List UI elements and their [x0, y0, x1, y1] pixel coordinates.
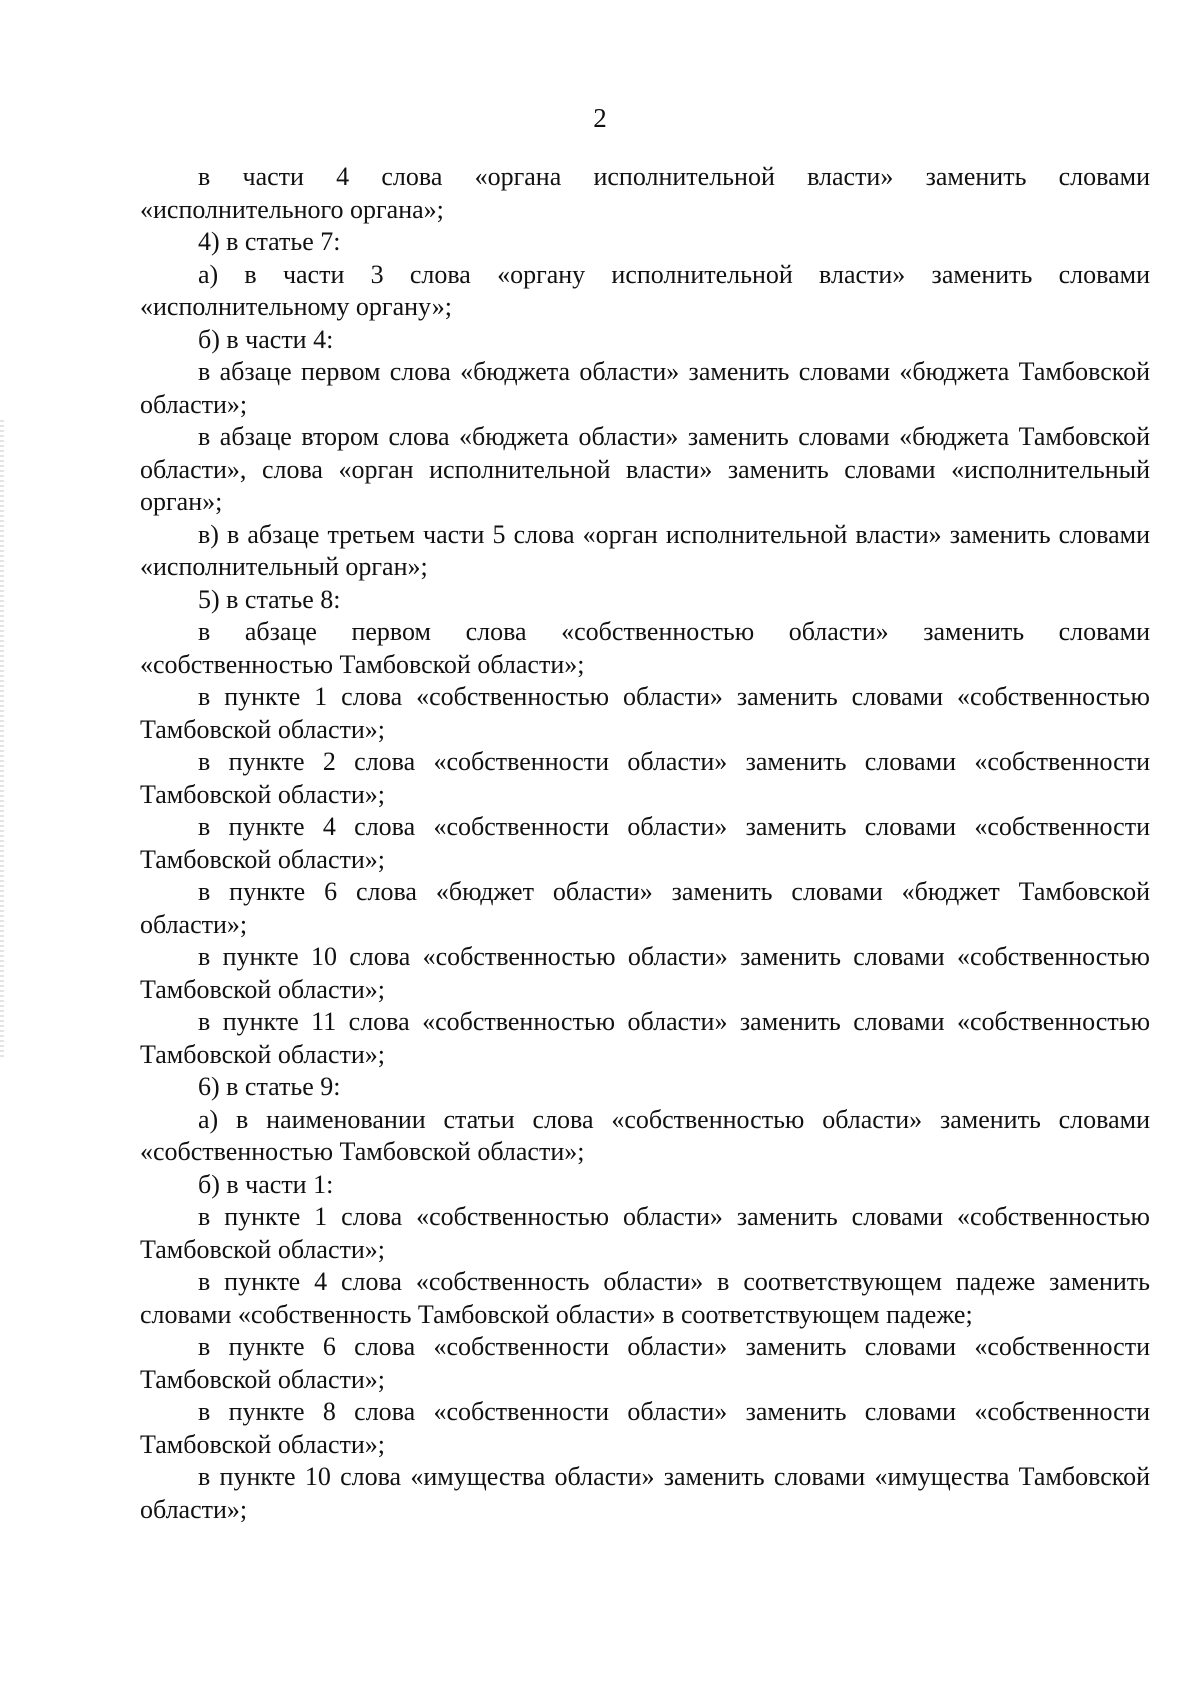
paragraph: в пункте 4 слова «собственности области» заменить словами «собственности Тамбовской области»; [140, 812, 1150, 874]
paragraph: б) в части 4: [198, 324, 334, 354]
paragraph: в пункте 2 слова «собственности области» заменить словами «собственности Тамбовской области»; [140, 747, 1150, 809]
paragraph: в пункте 10 слова «собственностью области» заменить словами «собственностью Тамбовской области»; [140, 942, 1150, 1004]
paragraph: в пункте 8 слова «собственности области» заменить словами «собственности Тамбовской области»; [140, 1397, 1150, 1459]
paragraph: в пункте 6 слова «бюджет области» заменить словами «бюджет Тамбовской области»; [140, 877, 1150, 939]
paragraph: б) в части 1: [198, 1169, 334, 1199]
paragraph: в пункте 10 слова «имущества области» заменить словами «имущества Тамбовской области»; [140, 1462, 1150, 1524]
page-number: 2 [593, 103, 607, 133]
paragraph: в пункте 11 слова «собственностью области» заменить словами «собственностью Тамбовской области»; [140, 1007, 1150, 1069]
paragraph: 5) в статье 8: [198, 584, 341, 614]
scan-edge-artifact [0, 420, 4, 1060]
paragraph: 6) в статье 9: [198, 1072, 341, 1101]
paragraph: в пункте 1 слова «собственностью области» заменить словами «собственностью Тамбовской области»; [140, 1202, 1150, 1264]
paragraph: в) в абзаце третьем части 5 слова «орган исполнительной власти» заменить словами «исполнительный орган»; [140, 519, 1150, 581]
paragraph: в пункте 6 слова «собственности области» заменить словами «собственности Тамбовской области»; [140, 1332, 1150, 1394]
paragraph: 4) в статье 7: [198, 227, 341, 256]
paragraph: в абзаце втором слова «бюджета области» заменить словами «бюджета Тамбовской области», слова «орган исполнительной власти» заменить словами «исполнительный орган»; [140, 422, 1150, 516]
paragraph: в пункте 1 слова «собственностью области» заменить словами «собственностью Тамбовской области»; [140, 682, 1150, 744]
paragraph: в части 4 слова «органа исполнительной власти» заменить словами «исполнительного органа»; [140, 162, 1150, 224]
paragraph: в пункте 4 слова «собственность области» в соответствующем падеже заменить словами «собственность Тамбовской области» в соответствующем падеже; [140, 1267, 1150, 1329]
paragraph: в абзаце первом слова «бюджета области» заменить словами «бюджета Тамбовской области»; [140, 357, 1150, 419]
paragraph: в абзаце первом слова «собственностью области» заменить словами «собственностью Тамбовской области»; [140, 617, 1150, 679]
document-body [140, 161, 1150, 1526]
paragraph: а) в наименовании статьи слова «собственностью области» заменить словами «собственностью Тамбовской области»; [140, 1104, 1150, 1166]
paragraph: а) в части 3 слова «органу исполнительной власти» заменить словами «исполнительному органу»; [140, 259, 1150, 321]
